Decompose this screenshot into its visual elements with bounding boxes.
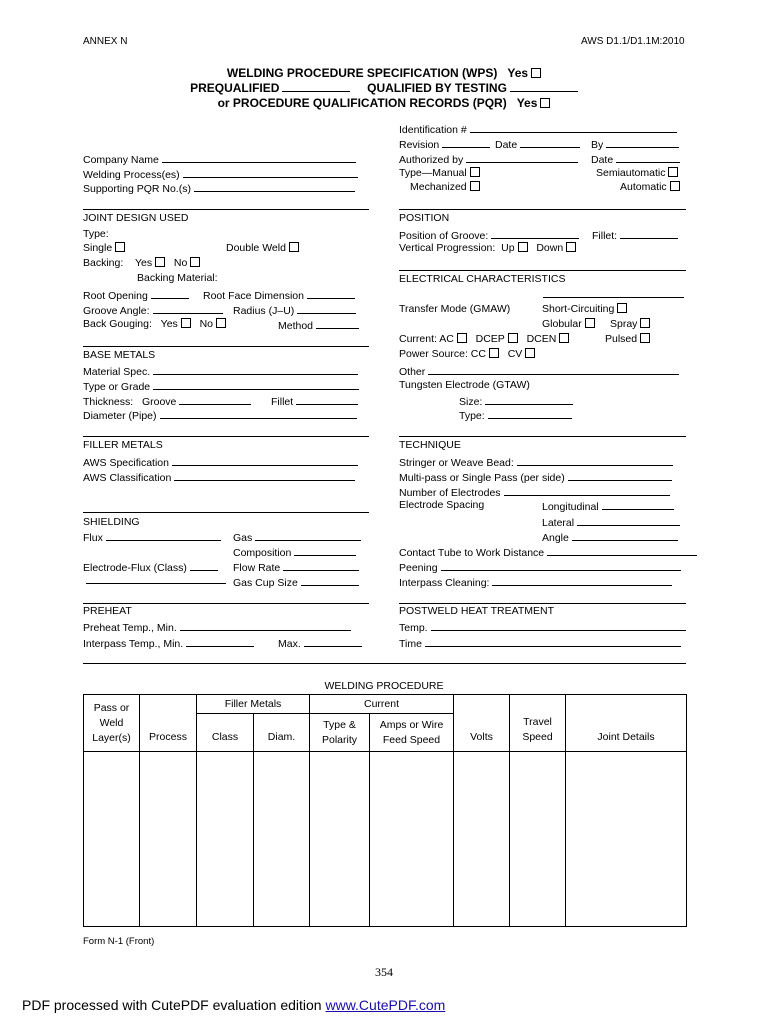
preheat-heading: PREHEAT	[83, 605, 132, 617]
material-spec-field[interactable]	[153, 364, 358, 375]
material-spec-row: Material Spec.	[83, 364, 358, 378]
title-line-1: WELDING PROCEDURE SPECIFICATION (WPS) Yes	[0, 66, 768, 80]
interpass-max-row: Max.	[278, 636, 362, 650]
peening-row: Peening	[399, 560, 681, 574]
title-line-2: PREQUALIFIED QUALIFIED BY TESTING	[0, 81, 768, 95]
power-source-row: Power Source: CC CV	[399, 348, 535, 360]
peening-field[interactable]	[441, 560, 681, 571]
joint-details-cell[interactable]	[566, 752, 687, 927]
lateral-row: Lateral	[542, 515, 680, 529]
mechanized-checkbox[interactable]	[470, 181, 480, 191]
thickness-fillet-field[interactable]	[296, 394, 358, 405]
pulsed-row: Pulsed	[605, 333, 650, 345]
electrode-flux-row: Electrode-Flux (Class)	[83, 560, 218, 574]
other-field[interactable]	[428, 364, 679, 375]
pass-cell[interactable]	[84, 752, 140, 927]
preheat-min-field[interactable]	[180, 620, 351, 631]
authorized-date-row: Date	[591, 152, 680, 166]
authorized-row: Authorized by	[399, 152, 578, 166]
cutepdf-link[interactable]: www.CutePDF.com	[325, 997, 446, 1013]
by-field[interactable]	[606, 137, 679, 148]
wps-yes-checkbox[interactable]	[531, 68, 541, 78]
volts-cell[interactable]	[454, 752, 510, 927]
header-volts: Volts	[454, 695, 510, 752]
aws-class-row: AWS Classification	[83, 470, 355, 484]
diameter-row: Diameter (Pipe)	[83, 408, 357, 422]
root-face-row: Root Face Dimension	[203, 288, 355, 302]
revision-row: Revision	[399, 137, 490, 151]
divider	[83, 209, 369, 210]
transfer-mode-label: Transfer Mode (GMAW)	[399, 303, 511, 315]
pwht-temp-row: Temp.	[399, 620, 686, 634]
polarity-cell[interactable]	[310, 752, 370, 927]
semiautomatic-row: Semiautomatic	[596, 167, 678, 179]
title-line-3: or PROCEDURE QUALIFICATION RECORDS (PQR) Yes	[0, 96, 768, 110]
process-cell[interactable]	[140, 752, 197, 927]
divider	[399, 209, 686, 210]
authorized-date-field[interactable]	[616, 152, 680, 163]
automatic-row: Automatic	[620, 181, 680, 193]
divider	[399, 603, 686, 604]
contact-tube-row: Contact Tube to Work Distance	[399, 545, 697, 559]
pqr-yes-checkbox[interactable]	[540, 98, 550, 108]
double-weld-checkbox[interactable]	[289, 242, 299, 252]
ac-checkbox[interactable]	[457, 333, 467, 343]
divider	[83, 512, 369, 513]
angle-row: Angle	[542, 530, 678, 544]
dcen-checkbox[interactable]	[559, 333, 569, 343]
tungsten-size-row: Size:	[459, 394, 573, 408]
mechanized-row: Mechanized	[410, 181, 480, 193]
groove-position-field[interactable]	[491, 228, 579, 239]
electrode-flux-extra-field[interactable]	[86, 573, 226, 584]
company-name-field[interactable]	[162, 152, 356, 163]
interpass-max-field[interactable]	[304, 636, 362, 647]
automatic-checkbox[interactable]	[670, 181, 680, 191]
current-row: Current: AC DCEP DCEN	[399, 333, 569, 345]
aws-spec-row: AWS Specification	[83, 455, 358, 469]
interpass-min-field[interactable]	[186, 636, 254, 647]
base-metals-heading: BASE METALS	[83, 349, 156, 361]
composition-field[interactable]	[294, 545, 356, 556]
electrode-flux-field[interactable]	[190, 560, 218, 571]
up-checkbox[interactable]	[518, 242, 528, 252]
table-row	[84, 752, 687, 927]
joint-type-label: Type:	[83, 228, 109, 240]
double-weld-row: Double Weld	[226, 242, 299, 254]
semiautomatic-checkbox[interactable]	[668, 167, 678, 177]
gas-row: Gas	[233, 530, 361, 544]
tungsten-type-field[interactable]	[488, 408, 572, 419]
backing-yes-checkbox[interactable]	[155, 257, 165, 267]
filler-metals-heading: FILLER METALS	[83, 439, 163, 451]
thickness-fillet-row: Fillet	[271, 394, 358, 408]
divider	[83, 436, 369, 437]
amps-cell[interactable]	[370, 752, 454, 927]
num-electrodes-row: Number of Electrodes	[399, 485, 670, 499]
form-label: Form N-1 (Front)	[83, 936, 155, 947]
header-pass-or-weld-layers: Pass or Weld Layer(s)	[84, 695, 140, 752]
back-gouging-no-checkbox[interactable]	[216, 318, 226, 328]
single-checkbox[interactable]	[115, 242, 125, 252]
dcep-checkbox[interactable]	[508, 333, 518, 343]
welding-procedure-table	[83, 694, 687, 927]
vertical-progression-row: Vertical Progression: Up Down	[399, 242, 576, 254]
composition-row: Composition	[233, 545, 356, 559]
contact-tube-field[interactable]	[547, 545, 697, 556]
fillet-position-row: Fillet:	[592, 228, 678, 242]
groove-angle-row: Groove Angle:	[83, 303, 223, 317]
cv-checkbox[interactable]	[525, 348, 535, 358]
root-opening-field[interactable]	[151, 288, 189, 299]
backing-material-label: Backing Material:	[137, 272, 218, 284]
globular-row: Globular	[542, 318, 595, 330]
angle-field[interactable]	[572, 530, 678, 541]
divider	[83, 663, 686, 664]
longitudinal-row: Longitudinal	[542, 499, 674, 513]
qualified-by-testing-field[interactable]	[510, 81, 578, 92]
flux-field[interactable]	[106, 530, 221, 541]
header-current: Current	[310, 695, 454, 714]
pwht-heading: POSTWELD HEAT TREATMENT	[399, 605, 554, 617]
type-grade-field[interactable]	[153, 379, 359, 390]
header-amps-wire-feed: Amps or Wire Feed Speed	[370, 714, 454, 752]
tungsten-size-field[interactable]	[485, 394, 573, 405]
manual-checkbox[interactable]	[470, 167, 480, 177]
standard-label: AWS D1.1/D1.1M:2010	[581, 36, 685, 47]
gas-field[interactable]	[255, 530, 361, 541]
pulsed-checkbox[interactable]	[640, 333, 650, 343]
lateral-field[interactable]	[577, 515, 680, 526]
welding-processes-row: Welding Process(es)	[83, 167, 358, 181]
identification-field[interactable]	[470, 122, 677, 133]
root-opening-row: Root Opening	[83, 288, 189, 302]
revision-field[interactable]	[442, 137, 490, 148]
preheat-min-row: Preheat Temp., Min.	[83, 620, 351, 634]
travel-speed-cell[interactable]	[510, 752, 566, 927]
welding-procedure-heading: WELDING PROCEDURE	[324, 680, 444, 692]
shielding-heading: SHIELDING	[83, 516, 140, 528]
gas-cup-row: Gas Cup Size	[233, 575, 359, 589]
annex-label: ANNEX N	[83, 36, 128, 47]
electrical-heading: ELECTRICAL CHARACTERISTICS	[399, 273, 566, 285]
electrical-extra-field[interactable]	[543, 287, 684, 298]
thickness-row: Thickness: Groove	[83, 394, 251, 408]
groove-angle-field[interactable]	[153, 303, 223, 314]
fillet-position-field[interactable]	[620, 228, 678, 239]
pwht-temp-field[interactable]	[431, 620, 686, 631]
back-gouging-row: Back Gouging: Yes No	[83, 318, 226, 330]
flow-rate-field[interactable]	[283, 560, 359, 571]
other-row: Other	[399, 364, 679, 378]
electrode-spacing-label: Electrode Spacing	[399, 499, 485, 511]
method-row: Method	[278, 318, 359, 332]
cc-checkbox[interactable]	[489, 348, 499, 358]
spray-checkbox[interactable]	[640, 318, 650, 328]
revision-date-field[interactable]	[520, 137, 580, 148]
root-face-field[interactable]	[307, 288, 355, 299]
interpass-cleaning-row: Interpass Cleaning:	[399, 575, 672, 589]
radius-field[interactable]	[297, 303, 356, 314]
stringer-row: Stringer or Weave Bead:	[399, 455, 673, 469]
divider	[83, 603, 369, 604]
joint-design-heading: JOINT DESIGN USED	[83, 212, 189, 224]
aws-class-field[interactable]	[174, 470, 355, 481]
header-filler-metals: Filler Metals	[197, 695, 310, 714]
identification-row: Identification #	[399, 122, 677, 136]
short-circuiting-row: Short-Circuiting	[542, 303, 627, 315]
flux-row: Flux	[83, 530, 221, 544]
spray-row: Spray	[610, 318, 650, 330]
globular-checkbox[interactable]	[585, 318, 595, 328]
num-electrodes-field[interactable]	[504, 485, 670, 496]
gas-cup-field[interactable]	[301, 575, 359, 586]
diameter-field[interactable]	[160, 408, 357, 419]
company-name-row: Company Name	[83, 152, 356, 166]
revision-date-row: Date	[495, 137, 580, 151]
tungsten-label: Tungsten Electrode (GTAW)	[399, 379, 530, 391]
supporting-pqr-row: Supporting PQR No.(s)	[83, 181, 355, 195]
position-heading: POSITION	[399, 212, 450, 224]
multipass-field[interactable]	[568, 470, 672, 481]
back-gouging-yes-checkbox[interactable]	[181, 318, 191, 328]
stringer-field[interactable]	[517, 455, 673, 466]
prequalified-field[interactable]	[282, 81, 350, 92]
groove-position-row: Position of Groove:	[399, 228, 579, 242]
longitudinal-field[interactable]	[602, 499, 674, 510]
supporting-pqr-field[interactable]	[194, 181, 355, 192]
pwht-time-row: Time	[399, 636, 681, 650]
header-process: Process	[140, 695, 197, 752]
method-field[interactable]	[316, 318, 359, 329]
down-checkbox[interactable]	[566, 242, 576, 252]
backing-no-checkbox[interactable]	[190, 257, 200, 267]
header-travel-speed: Travel Speed	[510, 695, 566, 752]
by-row: By	[591, 137, 679, 151]
page-number: 354	[375, 965, 393, 979]
technique-heading: TECHNIQUE	[399, 439, 461, 451]
aws-spec-field[interactable]	[172, 455, 358, 466]
footer-watermark: PDF processed with CutePDF evaluation edition www.CutePDF.com	[22, 997, 446, 1013]
diam-cell[interactable]	[254, 752, 310, 927]
interpass-cleaning-field[interactable]	[492, 575, 672, 586]
divider	[399, 436, 686, 437]
divider	[399, 270, 686, 271]
interpass-min-row: Interpass Temp., Min.	[83, 636, 254, 650]
divider	[83, 346, 369, 347]
multipass-row: Multi-pass or Single Pass (per side)	[399, 470, 672, 484]
thickness-groove-field[interactable]	[179, 394, 251, 405]
single-row: Single	[83, 242, 125, 254]
flow-rate-row: Flow Rate	[233, 560, 359, 574]
class-cell[interactable]	[197, 752, 254, 927]
type-manual-row: Type—Manual	[399, 167, 480, 179]
radius-row: Radius (J–U)	[233, 303, 356, 317]
short-circuiting-checkbox[interactable]	[617, 303, 627, 313]
authorized-by-field[interactable]	[466, 152, 578, 163]
welding-processes-field[interactable]	[183, 167, 358, 178]
type-grade-row: Type or Grade	[83, 379, 359, 393]
header-class: Class	[197, 714, 254, 752]
header-diam: Diam.	[254, 714, 310, 752]
backing-row: Backing: Yes No	[83, 257, 200, 269]
tungsten-type-row: Type:	[459, 408, 572, 422]
header-type-polarity: Type & Polarity	[310, 714, 370, 752]
pwht-time-field[interactable]	[425, 636, 681, 647]
header-joint-details: Joint Details	[566, 695, 687, 752]
